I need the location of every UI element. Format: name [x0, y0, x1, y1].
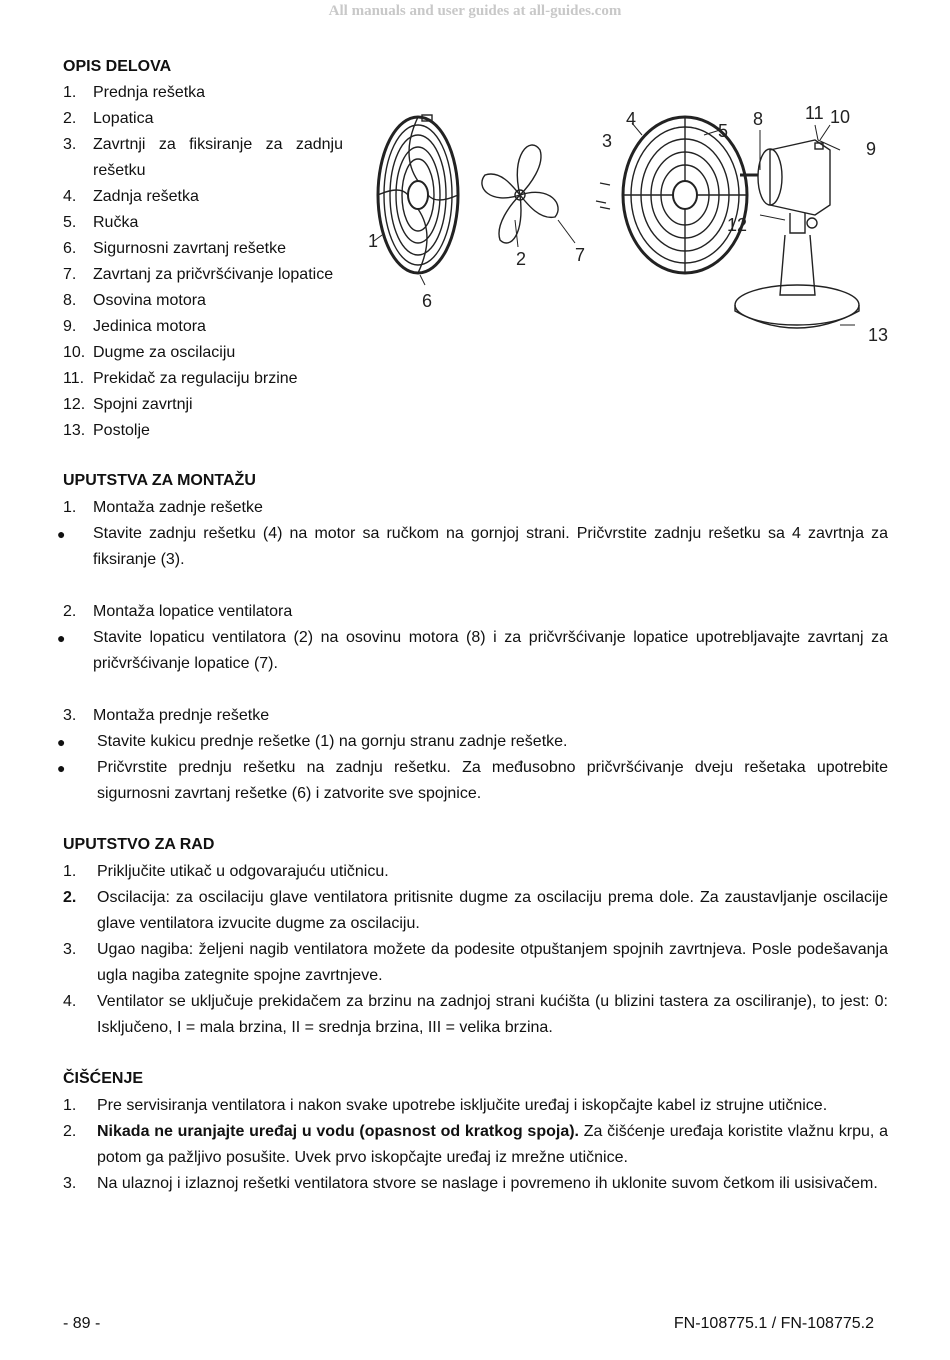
callout-label: 7 [575, 245, 586, 265]
screws-drawing [596, 183, 610, 209]
motor-and-stand-drawing [735, 140, 859, 328]
watermark: All manuals and user guides at all-guides.com [328, 3, 622, 19]
callout-label: 9 [866, 139, 877, 159]
assembly-step-1-bullet: ● Stavite zadnju rešetku (4) na motor sa ručkom na gornjoj strani. Pričvrstite zadnju rešetku sa 4 zavrtnja za fiksiranje (3). [57, 525, 888, 568]
callout-label: 2 [516, 249, 527, 269]
operation-title: UPUTSTVO ZA RAD [63, 836, 215, 853]
callout-label: 11 [805, 103, 824, 123]
callout-label: 8 [753, 109, 764, 129]
fan-parts-diagram [360, 95, 900, 355]
callout-label: 1 [368, 231, 379, 251]
blade-drawing [482, 145, 558, 243]
list-item: 4. Ventilator se uključuje prekidačem za brzinu na zadnjoj strani kućišta (u blizini tastera za osciliranje), to jest: 0: Isključeno, I = mala brzina, II = srednja brzina, III = velika brzina. [63, 993, 888, 1036]
list-item: 3. Ugao nagiba: željeni nagib ventilatora možete da podesite otpuštanjem spojnih zavrtnjeva. Posle podešavanja ugla nagiba zategnite spojne zavrtnjeve. [63, 941, 888, 984]
callout-label: 5 [718, 121, 729, 141]
front-grille-drawing [378, 115, 458, 273]
assembly-title: UPUTSTVA ZA MONTAŽU [63, 472, 256, 489]
cleaning-title: ČIŠĆENJE [63, 1070, 144, 1087]
assembly-step-2-bullet: ● Stavite lopaticu ventilatora (2) na osovinu motora (8) i za pričvršćivanje lopatice upotrebljavajte zavrtanj za pričvršćivanje lopatice (7). [57, 629, 888, 672]
parts-title: OPIS DELOVA [63, 58, 172, 75]
model-number: FN-108775.1 / FN-108775.2 [673, 1315, 874, 1332]
warning-text: Nikada ne uranjajte uređaj u vodu (opasnost od kratkog spoja). [97, 1123, 579, 1140]
list-item: 2. Oscilacija: za oscilaciju glave ventilatora pritisnite dugme za oscilaciju prema dole. Za zaustavljanje oscilacije glave ventilatora izvucite dugme za oscilaciju. [63, 889, 888, 932]
callout-label: 13 [868, 325, 889, 345]
list-item: 2. Nikada ne uranjajte uređaj u vodu (opasnost od kratkog spoja). Za čišćenje uređaja koristite vlažnu krpu, a potom ga pažljivo posušite. Uvek prvo iskopčajte uređaj iz mrežne utičnice. [63, 1123, 888, 1166]
callout-label: 10 [830, 107, 851, 127]
callout-label: 12 [727, 215, 748, 235]
callout-label: 4 [626, 109, 637, 129]
assembly-step-3-bullet-2: ● Pričvrstite prednju rešetku na zadnju rešetku. Za međusobno pričvršćivanje dveju rešetaka upotrebite sigurnosni zavrtanj rešetke (6) i zatvorite sve spojnice. [57, 759, 888, 802]
callout-label: 6 [422, 291, 433, 311]
list-item: 3. Na ulaznoj i izlaznoj rešetki ventilatora stvore se naslage i povremeno ih uklonite suvom četkom ili usisivačem. [63, 1175, 878, 1192]
rear-grille-drawing [623, 117, 747, 273]
list-item: 3. Zavrtnji za fiksiranje za zadnju rešetku [63, 136, 343, 179]
page-number: - 89 - [63, 1315, 101, 1332]
callout-label: 3 [602, 131, 613, 151]
